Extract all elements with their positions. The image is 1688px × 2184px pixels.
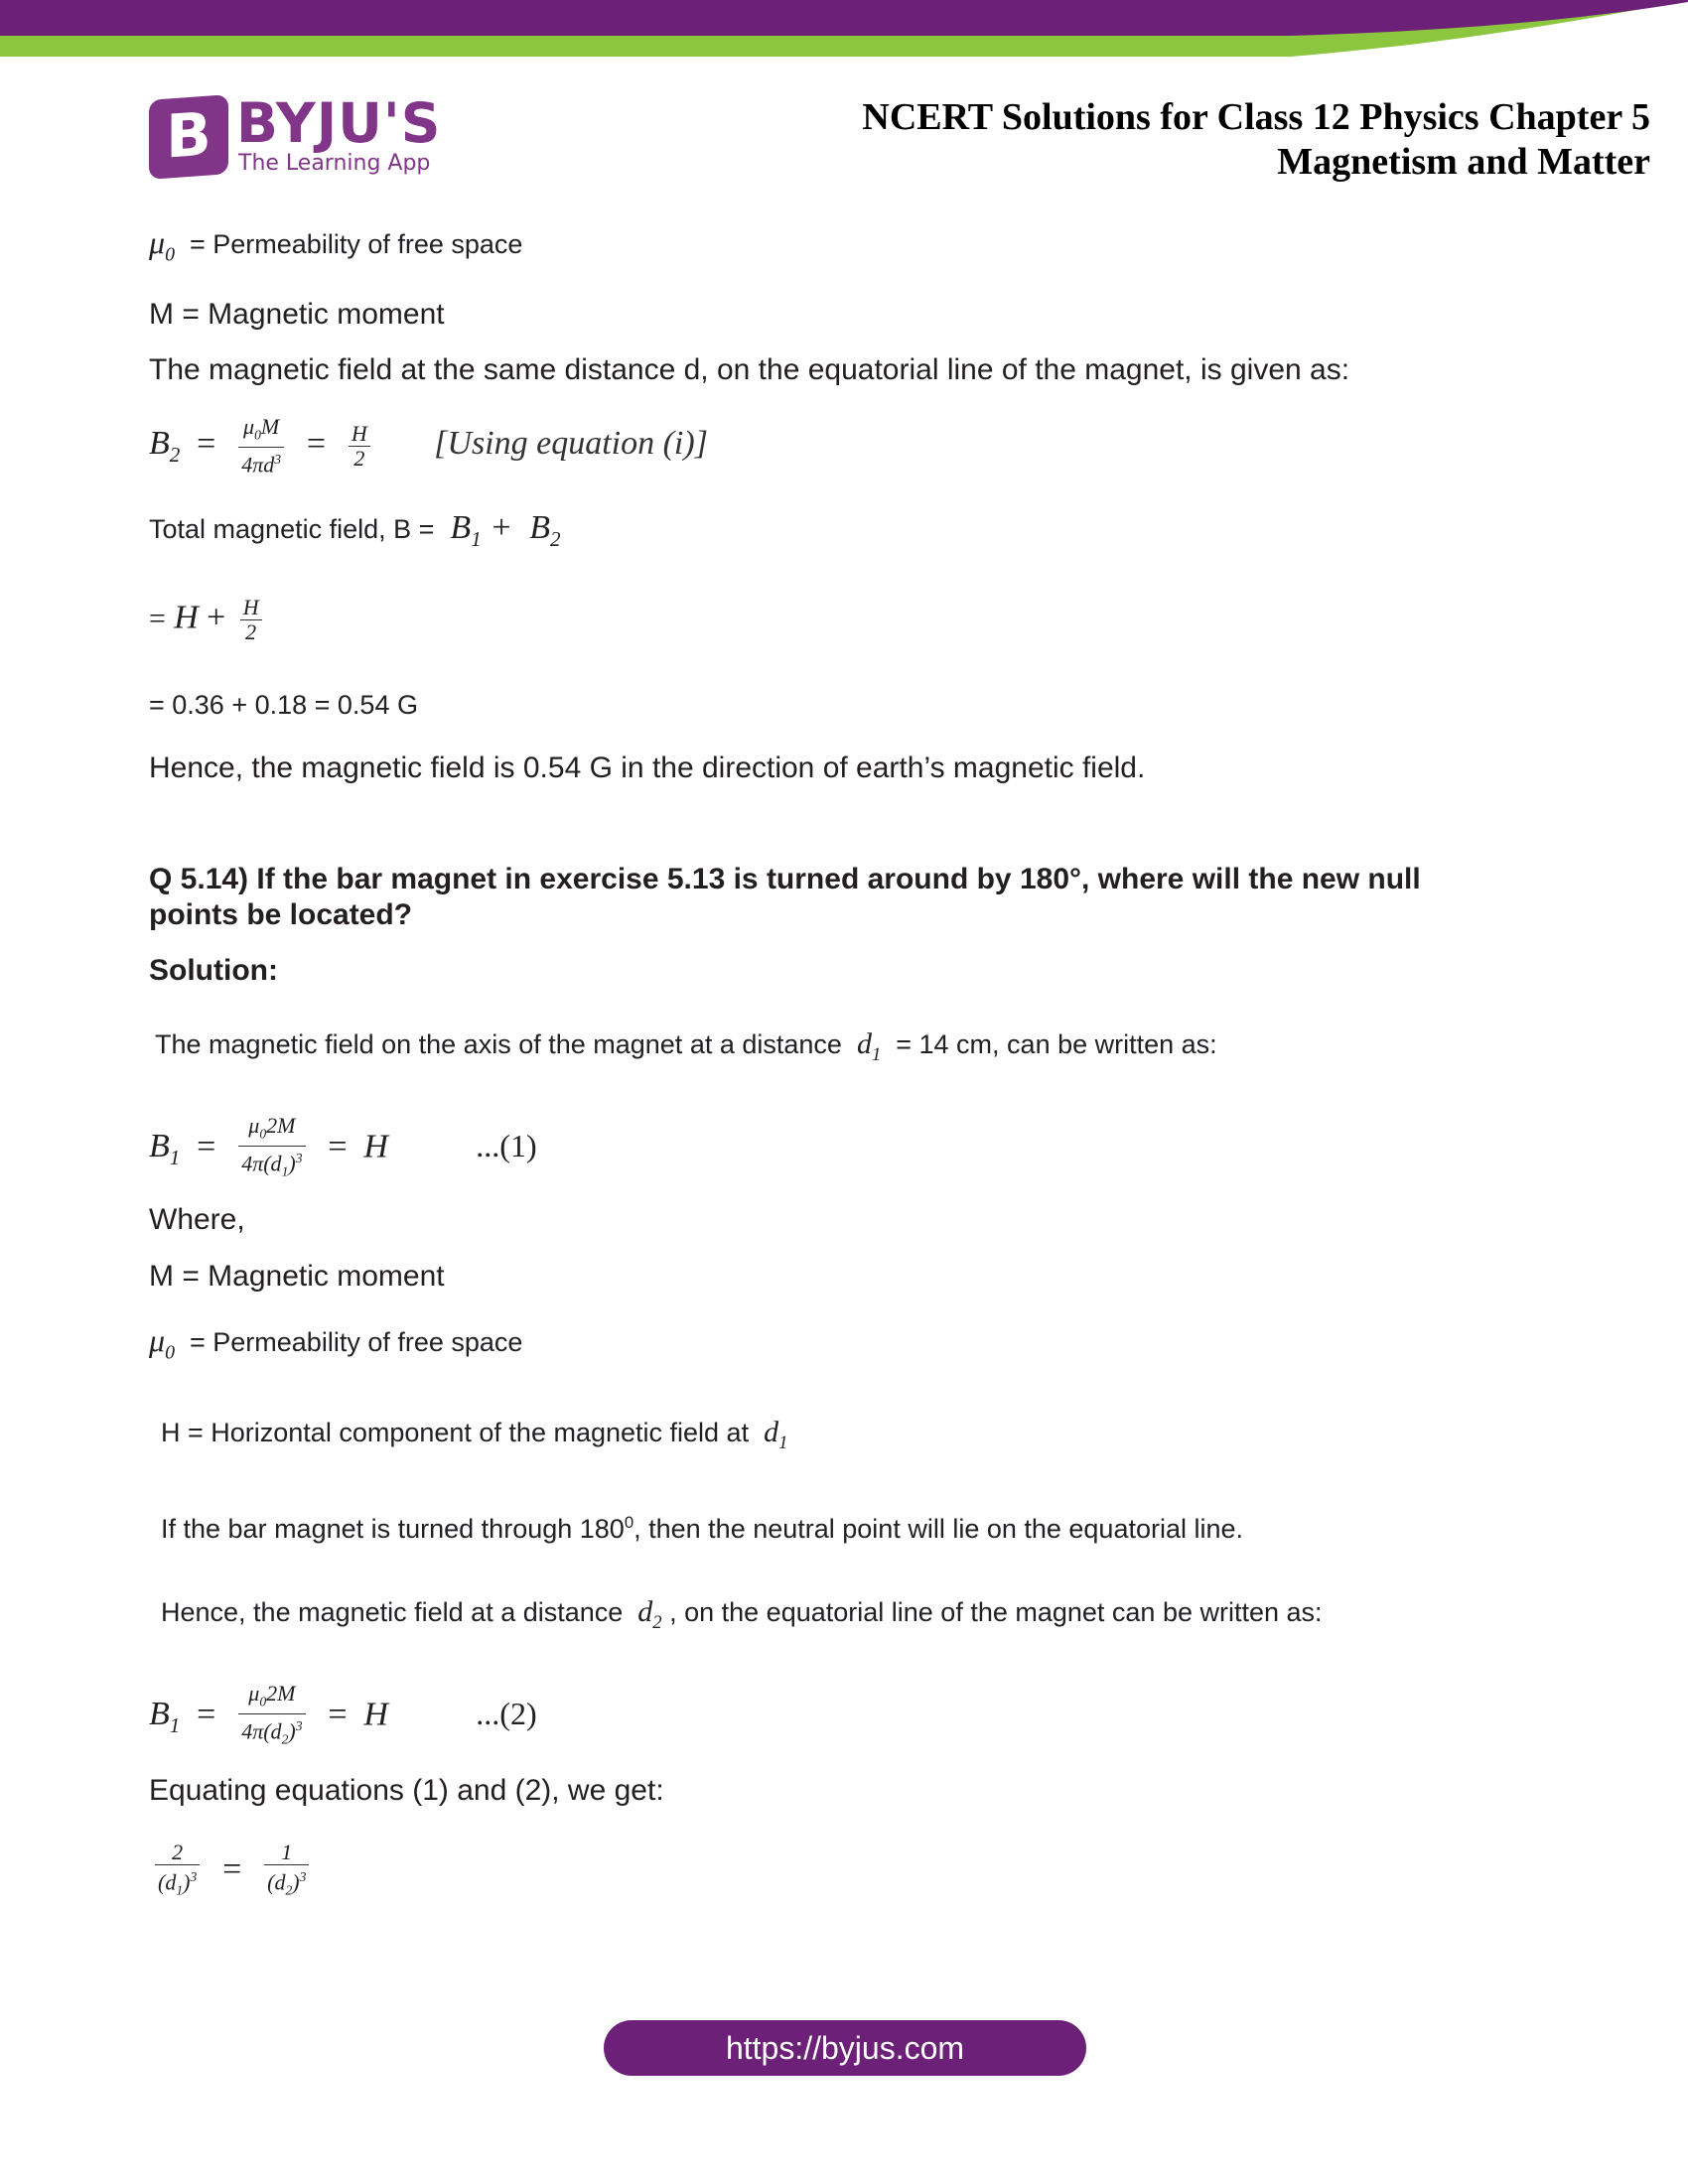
- logo-mark: B: [149, 94, 228, 180]
- h-definition: H = Horizontal component of the magnetic field at $d_1$: [161, 1416, 788, 1453]
- footer-url-link[interactable]: https://byjus.com: [604, 2020, 1086, 2076]
- logo-wordmark: BYJU'S: [236, 91, 442, 155]
- logo-tagline: The Learning App: [238, 151, 431, 176]
- equation-1: $B_1$ = $\frac{\mu_02M}{4\pi(d_1)^3}$ = H ...(1): [149, 1113, 537, 1180]
- equation-2: $B_1$ = $\frac{\mu_02M}{4\pi(d_2)^3}$ = H ...(2): [149, 1681, 537, 1748]
- equation-b2-note: [Using equation (i)]: [434, 425, 708, 463]
- equation-b2: $B_2$ = $\frac{\mu_0M}{4\pi d^3}$ = $\frac{H}{2}$ [Using equation (i)]: [149, 414, 708, 478]
- equation-2-tag: ...(2): [476, 1696, 537, 1732]
- magnetic-moment-definition-2: M = Magnetic moment: [149, 1260, 445, 1293]
- mu0-definition: $\mu_0$ = Permeability of free space: [149, 224, 523, 266]
- top-color-band: [0, 0, 1688, 62]
- axis-field-line: The magnetic field on the axis of the magnet at a distance $d_1 = 14$ cm, can be written as:: [155, 1027, 1217, 1065]
- question-5-14: Q 5.14) If the bar magnet in exercise 5.13 is turned around by 180°, where will the new null points be located?: [149, 863, 1421, 931]
- equatorial-distance-line: Hence, the magnetic field at a distance $d_2$ , on the equatorial line of the magnet can be written as:: [161, 1595, 1323, 1633]
- page-title-line1: NCERT Solutions for Class 12 Physics Chapter 5: [862, 96, 1650, 138]
- equation-h-sum: = H + $\frac{H}{2}$: [149, 596, 268, 644]
- page-title: [862, 95, 1650, 185]
- conclusion-line: Hence, the magnetic field is 0.54 G in the direction of earth’s magnetic field.: [149, 751, 1146, 784]
- mu0-definition-2: $\mu_0$ = Permeability of free space: [149, 1322, 523, 1364]
- equating-line: Equating equations (1) and (2), we get:: [149, 1774, 664, 1807]
- where-label: Where,: [149, 1203, 245, 1236]
- total-field-line: Total magnetic field, $B = B_1 + B_2$: [149, 509, 561, 551]
- equatorial-intro: The magnetic field at the same distance d, on the equatorial line of the magnet, is given as:: [149, 353, 1350, 386]
- equation-ratio: $\frac{2}{(d_1)^3}$ = $\frac{1}{(d_2)^3}$: [149, 1841, 315, 1903]
- page-title-line2: Magnetism and Matter: [1277, 141, 1650, 183]
- solution-label: Solution:: [149, 954, 278, 987]
- turned-magnet-line: If the bar magnet is turned through $180^0$, then the neutral point will lie on the equatorial line.: [161, 1513, 1244, 1544]
- equation-1-tag: ...(1): [476, 1128, 537, 1164]
- magnetic-moment-definition: M = Magnetic moment: [149, 298, 445, 331]
- byjus-logo: [149, 91, 442, 179]
- sum-result: = 0.36 + 0.18 = 0.54 G: [149, 690, 418, 720]
